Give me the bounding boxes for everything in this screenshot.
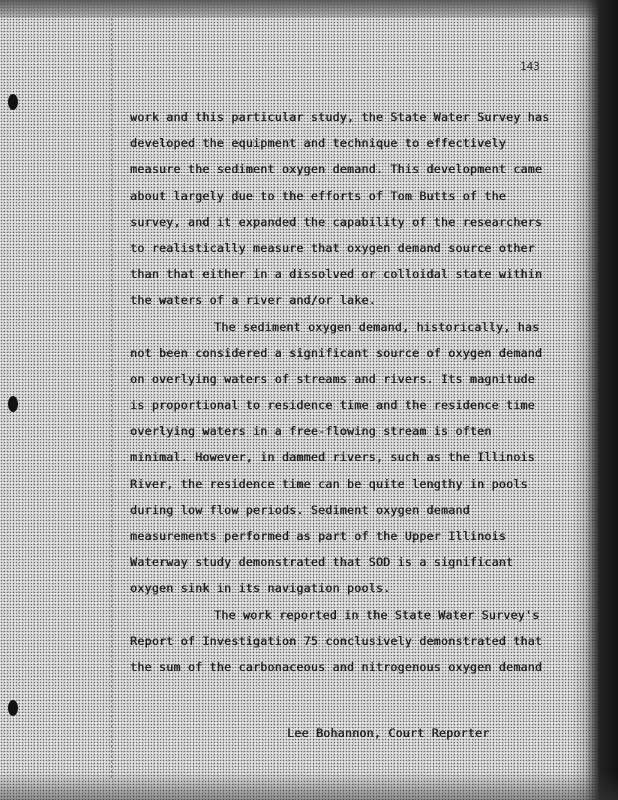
transcript-line: not been considered a significant source of oxygen demand (130, 345, 543, 360)
scan-top-edge (0, 0, 618, 18)
transcript-line: about largely due to the efforts of Tom Butts of the (130, 188, 506, 203)
transcript-line: to realistically measure that oxygen demand source other (130, 240, 535, 255)
transcript-line: minimal. However, in dammed rivers, such as the Illinois (130, 450, 535, 465)
transcript-line: work and this particular study, the State Water Survey has (130, 110, 550, 124)
transcript-line: developed the equipment and technique to effectively (130, 136, 506, 151)
scan-right-edge (572, 0, 618, 800)
scan-bottom-edge (0, 772, 618, 800)
transcript-line: the waters of a river and/or lake. (130, 293, 376, 308)
court-reporter-signature: Lee Bohannon, Court Reporter (287, 726, 490, 740)
transcript-line: survey, and it expanded the capability of the researchers (130, 214, 543, 229)
left-margin-rule (111, 18, 113, 778)
transcript-line: River, the residence time can be quite lengthy in pools (130, 476, 528, 491)
transcript-line: Report of Investigation 75 conclusively demonstrated that (130, 633, 543, 648)
transcript-line: The sediment oxygen demand, historically, has (214, 319, 540, 334)
binder-hole (8, 396, 18, 412)
transcript-line: The work reported in the State Water Survey's (214, 607, 540, 622)
transcript-line: measure the sediment oxygen demand. This development came (130, 162, 543, 177)
transcript-line: is proportional to residence time and the residence time (130, 398, 535, 413)
transcript-body (130, 104, 560, 680)
binder-hole (8, 700, 18, 716)
transcript-line: overlying waters in a free-flowing stream is often (130, 424, 492, 439)
page-number: 143 (520, 60, 540, 73)
binder-hole (8, 94, 18, 110)
transcript-line: than that either in a dissolved or colloidal state within (130, 267, 543, 282)
transcript-line: Waterway study demonstrated that SOD is a significant (130, 555, 514, 570)
transcript-line: oxygen sink in its navigation pools. (130, 581, 391, 596)
transcript-line: measurements performed as part of the Upper Illinois (130, 529, 506, 543)
transcript-line: the sum of the carbonaceous and nitrogenous oxygen demand (130, 659, 543, 674)
transcript-line: during low flow periods. Sediment oxygen demand (130, 502, 470, 517)
transcript-line: on overlying waters of streams and rivers. Its magnitude (130, 371, 535, 386)
